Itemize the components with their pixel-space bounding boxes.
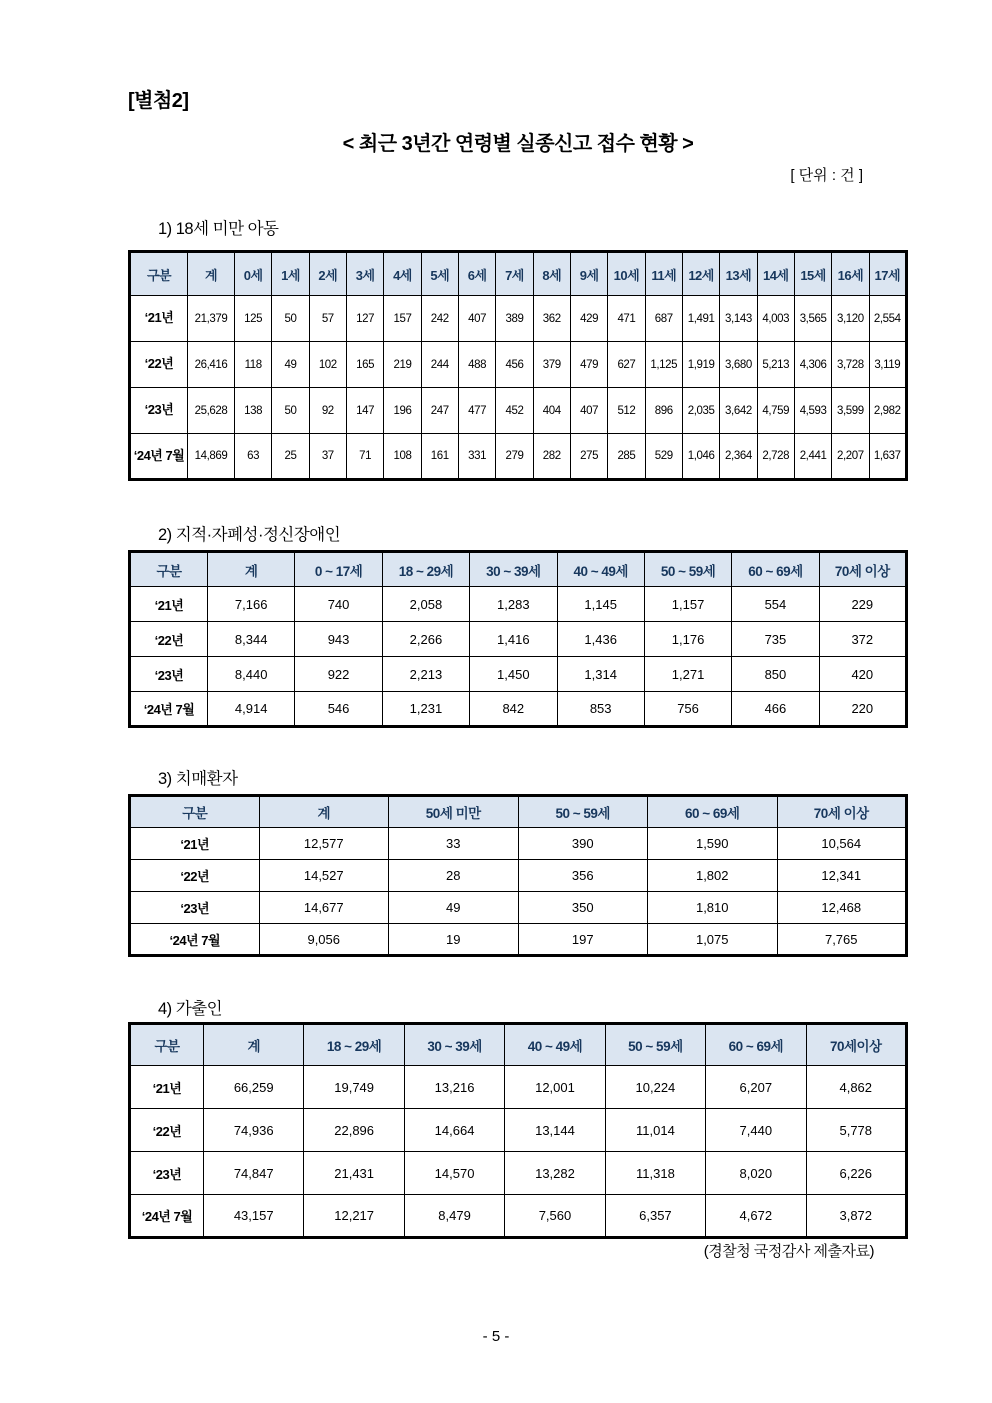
- data-cell: 5,778: [806, 1109, 906, 1152]
- section-heading-children-under-18: 1) 18세 미만 아동: [158, 220, 279, 238]
- table-row: [130, 692, 907, 727]
- column-header: 18 ~ 29세: [382, 552, 469, 587]
- row-label: ‘24년 7월: [130, 924, 260, 956]
- data-cell: 3,642: [720, 388, 757, 434]
- data-cell: 3,143: [720, 296, 757, 342]
- data-cell: 7,166: [208, 587, 295, 622]
- data-cell: 735: [732, 622, 819, 657]
- data-cell: 10,564: [777, 828, 907, 860]
- data-cell: 546: [295, 692, 382, 727]
- row-label: ‘24년 7월: [130, 1195, 204, 1238]
- data-cell: 1,491: [682, 296, 719, 342]
- data-cell: 147: [346, 388, 383, 434]
- data-cell: 8,440: [208, 657, 295, 692]
- column-header: 2세: [309, 252, 346, 296]
- data-cell: 2,982: [869, 388, 906, 434]
- column-header: 4세: [384, 252, 421, 296]
- data-cell: 14,527: [259, 860, 389, 892]
- data-cell: 196: [384, 388, 421, 434]
- data-cell: 429: [570, 296, 607, 342]
- data-cell: 157: [384, 296, 421, 342]
- column-header: 30 ~ 39세: [470, 552, 557, 587]
- data-cell: 2,213: [382, 657, 469, 692]
- data-cell: 197: [518, 924, 648, 956]
- data-cell: 4,593: [794, 388, 831, 434]
- header-row: [130, 1024, 907, 1066]
- data-cell: 71: [346, 434, 383, 480]
- data-cell: 420: [819, 657, 906, 692]
- column-header: 70세이상: [806, 1024, 906, 1066]
- data-cell: 8,479: [404, 1195, 504, 1238]
- column-header: 0 ~ 17세: [295, 552, 382, 587]
- data-cell: 350: [518, 892, 648, 924]
- column-header: 6세: [458, 252, 495, 296]
- data-cell: 331: [458, 434, 495, 480]
- column-header: 50세 미만: [389, 796, 519, 828]
- data-cell: 275: [570, 434, 607, 480]
- data-cell: 4,914: [208, 692, 295, 727]
- column-header: 50 ~ 59세: [518, 796, 648, 828]
- data-cell: 6,207: [706, 1066, 806, 1109]
- row-label: ‘24년 7월: [130, 692, 208, 727]
- table-row: [130, 622, 907, 657]
- data-cell: 627: [608, 342, 645, 388]
- data-cell: 102: [309, 342, 346, 388]
- data-cell: 244: [421, 342, 458, 388]
- data-cell: 471: [608, 296, 645, 342]
- data-cell: 529: [645, 434, 682, 480]
- data-cell: 1,046: [682, 434, 719, 480]
- unit-label: [ 단위 : 건 ]: [790, 167, 863, 184]
- row-label: ‘22년: [130, 622, 208, 657]
- column-header: 40 ~ 49세: [505, 1024, 605, 1066]
- data-cell: 49: [272, 342, 309, 388]
- column-header: 50 ~ 59세: [644, 552, 731, 587]
- data-cell: 1,450: [470, 657, 557, 692]
- data-cell: 4,672: [706, 1195, 806, 1238]
- data-cell: 1,919: [682, 342, 719, 388]
- table-row: [130, 342, 907, 388]
- data-cell: 63: [235, 434, 272, 480]
- data-cell: 1,637: [869, 434, 906, 480]
- data-cell: 285: [608, 434, 645, 480]
- data-cell: 8,344: [208, 622, 295, 657]
- column-header: 3세: [346, 252, 383, 296]
- data-cell: 687: [645, 296, 682, 342]
- data-cell: 49: [389, 892, 519, 924]
- data-cell: 229: [819, 587, 906, 622]
- data-cell: 74,847: [204, 1152, 304, 1195]
- data-cell: 118: [235, 342, 272, 388]
- column-header: 8세: [533, 252, 570, 296]
- data-cell: 219: [384, 342, 421, 388]
- data-cell: 2,266: [382, 622, 469, 657]
- table-row: [130, 828, 907, 860]
- data-cell: 7,765: [777, 924, 907, 956]
- data-cell: 26,416: [188, 342, 235, 388]
- column-header: 60 ~ 69세: [732, 552, 819, 587]
- data-cell: 853: [557, 692, 644, 727]
- data-cell: 756: [644, 692, 731, 727]
- data-cell: 1,157: [644, 587, 731, 622]
- data-cell: 1,075: [648, 924, 778, 956]
- data-cell: 279: [496, 434, 533, 480]
- header-row: [130, 552, 907, 587]
- attachment-label: [별첨2]: [128, 90, 189, 112]
- data-cell: 477: [458, 388, 495, 434]
- data-cell: 13,282: [505, 1152, 605, 1195]
- row-label: ‘21년: [130, 296, 188, 342]
- column-header: 70세 이상: [777, 796, 907, 828]
- column-header: 50 ~ 59세: [605, 1024, 705, 1066]
- data-cell: 92: [309, 388, 346, 434]
- data-cell: 466: [732, 692, 819, 727]
- table-row: [130, 924, 907, 956]
- data-cell: 11,318: [605, 1152, 705, 1195]
- column-header: 60 ~ 69세: [648, 796, 778, 828]
- column-header: 60 ~ 69세: [706, 1024, 806, 1066]
- data-cell: 28: [389, 860, 519, 892]
- table-row: [130, 860, 907, 892]
- data-cell: 3,119: [869, 342, 906, 388]
- data-cell: 21,379: [188, 296, 235, 342]
- table-row: [130, 1195, 907, 1238]
- column-header: 계: [204, 1024, 304, 1066]
- data-cell: 220: [819, 692, 906, 727]
- data-cell: 3,565: [794, 296, 831, 342]
- column-header: 12세: [682, 252, 719, 296]
- column-header: 14세: [757, 252, 794, 296]
- data-cell: 282: [533, 434, 570, 480]
- data-cell: 14,677: [259, 892, 389, 924]
- data-cell: 740: [295, 587, 382, 622]
- table-runaways: [128, 1022, 908, 1239]
- row-label: ‘23년: [130, 657, 208, 692]
- data-cell: 161: [421, 434, 458, 480]
- data-cell: 554: [732, 587, 819, 622]
- table-row: [130, 1152, 907, 1195]
- data-cell: 247: [421, 388, 458, 434]
- data-cell: 12,577: [259, 828, 389, 860]
- data-cell: 1,416: [470, 622, 557, 657]
- column-header: 1세: [272, 252, 309, 296]
- data-cell: 6,357: [605, 1195, 705, 1238]
- data-cell: 4,306: [794, 342, 831, 388]
- data-cell: 2,441: [794, 434, 831, 480]
- data-cell: 138: [235, 388, 272, 434]
- data-cell: 19,749: [304, 1066, 404, 1109]
- data-cell: 8,020: [706, 1152, 806, 1195]
- data-cell: 11,014: [605, 1109, 705, 1152]
- data-cell: 4,862: [806, 1066, 906, 1109]
- row-label: ‘21년: [130, 587, 208, 622]
- data-cell: 12,217: [304, 1195, 404, 1238]
- column-header: 0세: [235, 252, 272, 296]
- data-cell: 37: [309, 434, 346, 480]
- data-cell: 896: [645, 388, 682, 434]
- data-cell: 1,231: [382, 692, 469, 727]
- data-cell: 165: [346, 342, 383, 388]
- header-row: [130, 252, 907, 296]
- data-cell: 3,680: [720, 342, 757, 388]
- row-label: ‘21년: [130, 1066, 204, 1109]
- data-cell: 2,554: [869, 296, 906, 342]
- data-cell: 488: [458, 342, 495, 388]
- data-cell: 50: [272, 388, 309, 434]
- data-cell: 127: [346, 296, 383, 342]
- data-cell: 43,157: [204, 1195, 304, 1238]
- data-cell: 12,341: [777, 860, 907, 892]
- data-cell: 922: [295, 657, 382, 692]
- row-label: ‘22년: [130, 860, 260, 892]
- column-header: 15세: [794, 252, 831, 296]
- data-cell: 9,056: [259, 924, 389, 956]
- data-cell: 13,144: [505, 1109, 605, 1152]
- data-cell: 389: [496, 296, 533, 342]
- table-children-under-18: [128, 250, 908, 481]
- data-cell: 25: [272, 434, 309, 480]
- data-cell: 19: [389, 924, 519, 956]
- column-header: 7세: [496, 252, 533, 296]
- row-label: ‘23년: [130, 1152, 204, 1195]
- data-cell: 13,216: [404, 1066, 504, 1109]
- section-heading-runaways: 4) 가출인: [158, 1000, 223, 1018]
- data-cell: 850: [732, 657, 819, 692]
- data-cell: 25,628: [188, 388, 235, 434]
- table-row: [130, 296, 907, 342]
- column-header: 16세: [832, 252, 869, 296]
- table-row: [130, 1109, 907, 1152]
- column-header: 구분: [130, 796, 260, 828]
- data-cell: 362: [533, 296, 570, 342]
- data-cell: 3,728: [832, 342, 869, 388]
- data-cell: 74,936: [204, 1109, 304, 1152]
- data-cell: 1,125: [645, 342, 682, 388]
- data-cell: 2,728: [757, 434, 794, 480]
- row-label: ‘21년: [130, 828, 260, 860]
- column-header: 구분: [130, 552, 208, 587]
- column-header: 구분: [130, 1024, 204, 1066]
- column-header: 구분: [130, 252, 188, 296]
- data-cell: 3,120: [832, 296, 869, 342]
- data-cell: 66,259: [204, 1066, 304, 1109]
- section-heading-disabled-persons: 2) 지적·자폐성·정신장애인: [158, 526, 341, 544]
- column-header: 계: [208, 552, 295, 587]
- data-cell: 479: [570, 342, 607, 388]
- table-row: [130, 892, 907, 924]
- data-cell: 456: [496, 342, 533, 388]
- data-cell: 14,664: [404, 1109, 504, 1152]
- data-cell: 125: [235, 296, 272, 342]
- row-label: ‘22년: [130, 342, 188, 388]
- table-row: [130, 434, 907, 480]
- data-cell: 1,145: [557, 587, 644, 622]
- data-cell: 1,176: [644, 622, 731, 657]
- column-header: 계: [259, 796, 389, 828]
- row-label: ‘24년 7월: [130, 434, 188, 480]
- column-header: 40 ~ 49세: [557, 552, 644, 587]
- data-cell: 372: [819, 622, 906, 657]
- data-cell: 1,271: [644, 657, 731, 692]
- column-header: 18 ~ 29세: [304, 1024, 404, 1066]
- data-cell: 50: [272, 296, 309, 342]
- data-cell: 1,314: [557, 657, 644, 692]
- table-disabled-persons: [128, 550, 908, 728]
- data-cell: 7,560: [505, 1195, 605, 1238]
- table-row: [130, 388, 907, 434]
- data-cell: 4,759: [757, 388, 794, 434]
- data-cell: 512: [608, 388, 645, 434]
- data-cell: 2,364: [720, 434, 757, 480]
- column-header: 11세: [645, 252, 682, 296]
- data-cell: 21,431: [304, 1152, 404, 1195]
- table-row: [130, 657, 907, 692]
- data-cell: 14,570: [404, 1152, 504, 1195]
- data-cell: 943: [295, 622, 382, 657]
- section-heading-dementia-patients: 3) 치매환자: [158, 770, 238, 788]
- data-cell: 14,869: [188, 434, 235, 480]
- data-cell: 3,872: [806, 1195, 906, 1238]
- data-cell: 2,035: [682, 388, 719, 434]
- data-cell: 12,001: [505, 1066, 605, 1109]
- data-cell: 4,003: [757, 296, 794, 342]
- source-note: (경찰청 국정감사 제출자료): [703, 1243, 874, 1260]
- table-row: [130, 587, 907, 622]
- data-cell: 5,213: [757, 342, 794, 388]
- data-cell: 7,440: [706, 1109, 806, 1152]
- data-cell: 356: [518, 860, 648, 892]
- row-label: ‘23년: [130, 892, 260, 924]
- data-cell: 1,802: [648, 860, 778, 892]
- data-cell: 33: [389, 828, 519, 860]
- data-cell: 1,283: [470, 587, 557, 622]
- column-header: 10세: [608, 252, 645, 296]
- column-header: 17세: [869, 252, 906, 296]
- table-row: [130, 1066, 907, 1109]
- column-header: 13세: [720, 252, 757, 296]
- page-number: - 5 -: [482, 1328, 510, 1345]
- row-label: ‘23년: [130, 388, 188, 434]
- data-cell: 390: [518, 828, 648, 860]
- data-cell: 3,599: [832, 388, 869, 434]
- column-header: 계: [188, 252, 235, 296]
- data-cell: 22,896: [304, 1109, 404, 1152]
- data-cell: 407: [458, 296, 495, 342]
- data-cell: 57: [309, 296, 346, 342]
- page-title: < 최근 3년간 연령별 실종신고 접수 현황 >: [342, 133, 694, 155]
- data-cell: 2,207: [832, 434, 869, 480]
- data-cell: 407: [570, 388, 607, 434]
- data-cell: 1,436: [557, 622, 644, 657]
- data-cell: 452: [496, 388, 533, 434]
- data-cell: 12,468: [777, 892, 907, 924]
- data-cell: 842: [470, 692, 557, 727]
- column-header: 9세: [570, 252, 607, 296]
- table-dementia-patients: [128, 794, 908, 957]
- row-label: ‘22년: [130, 1109, 204, 1152]
- header-row: [130, 796, 907, 828]
- data-cell: 108: [384, 434, 421, 480]
- column-header: 5세: [421, 252, 458, 296]
- data-cell: 379: [533, 342, 570, 388]
- data-cell: 1,810: [648, 892, 778, 924]
- data-cell: 1,590: [648, 828, 778, 860]
- column-header: 30 ~ 39세: [404, 1024, 504, 1066]
- data-cell: 404: [533, 388, 570, 434]
- data-cell: 6,226: [806, 1152, 906, 1195]
- data-cell: 2,058: [382, 587, 469, 622]
- data-cell: 242: [421, 296, 458, 342]
- data-cell: 10,224: [605, 1066, 705, 1109]
- column-header: 70세 이상: [819, 552, 906, 587]
